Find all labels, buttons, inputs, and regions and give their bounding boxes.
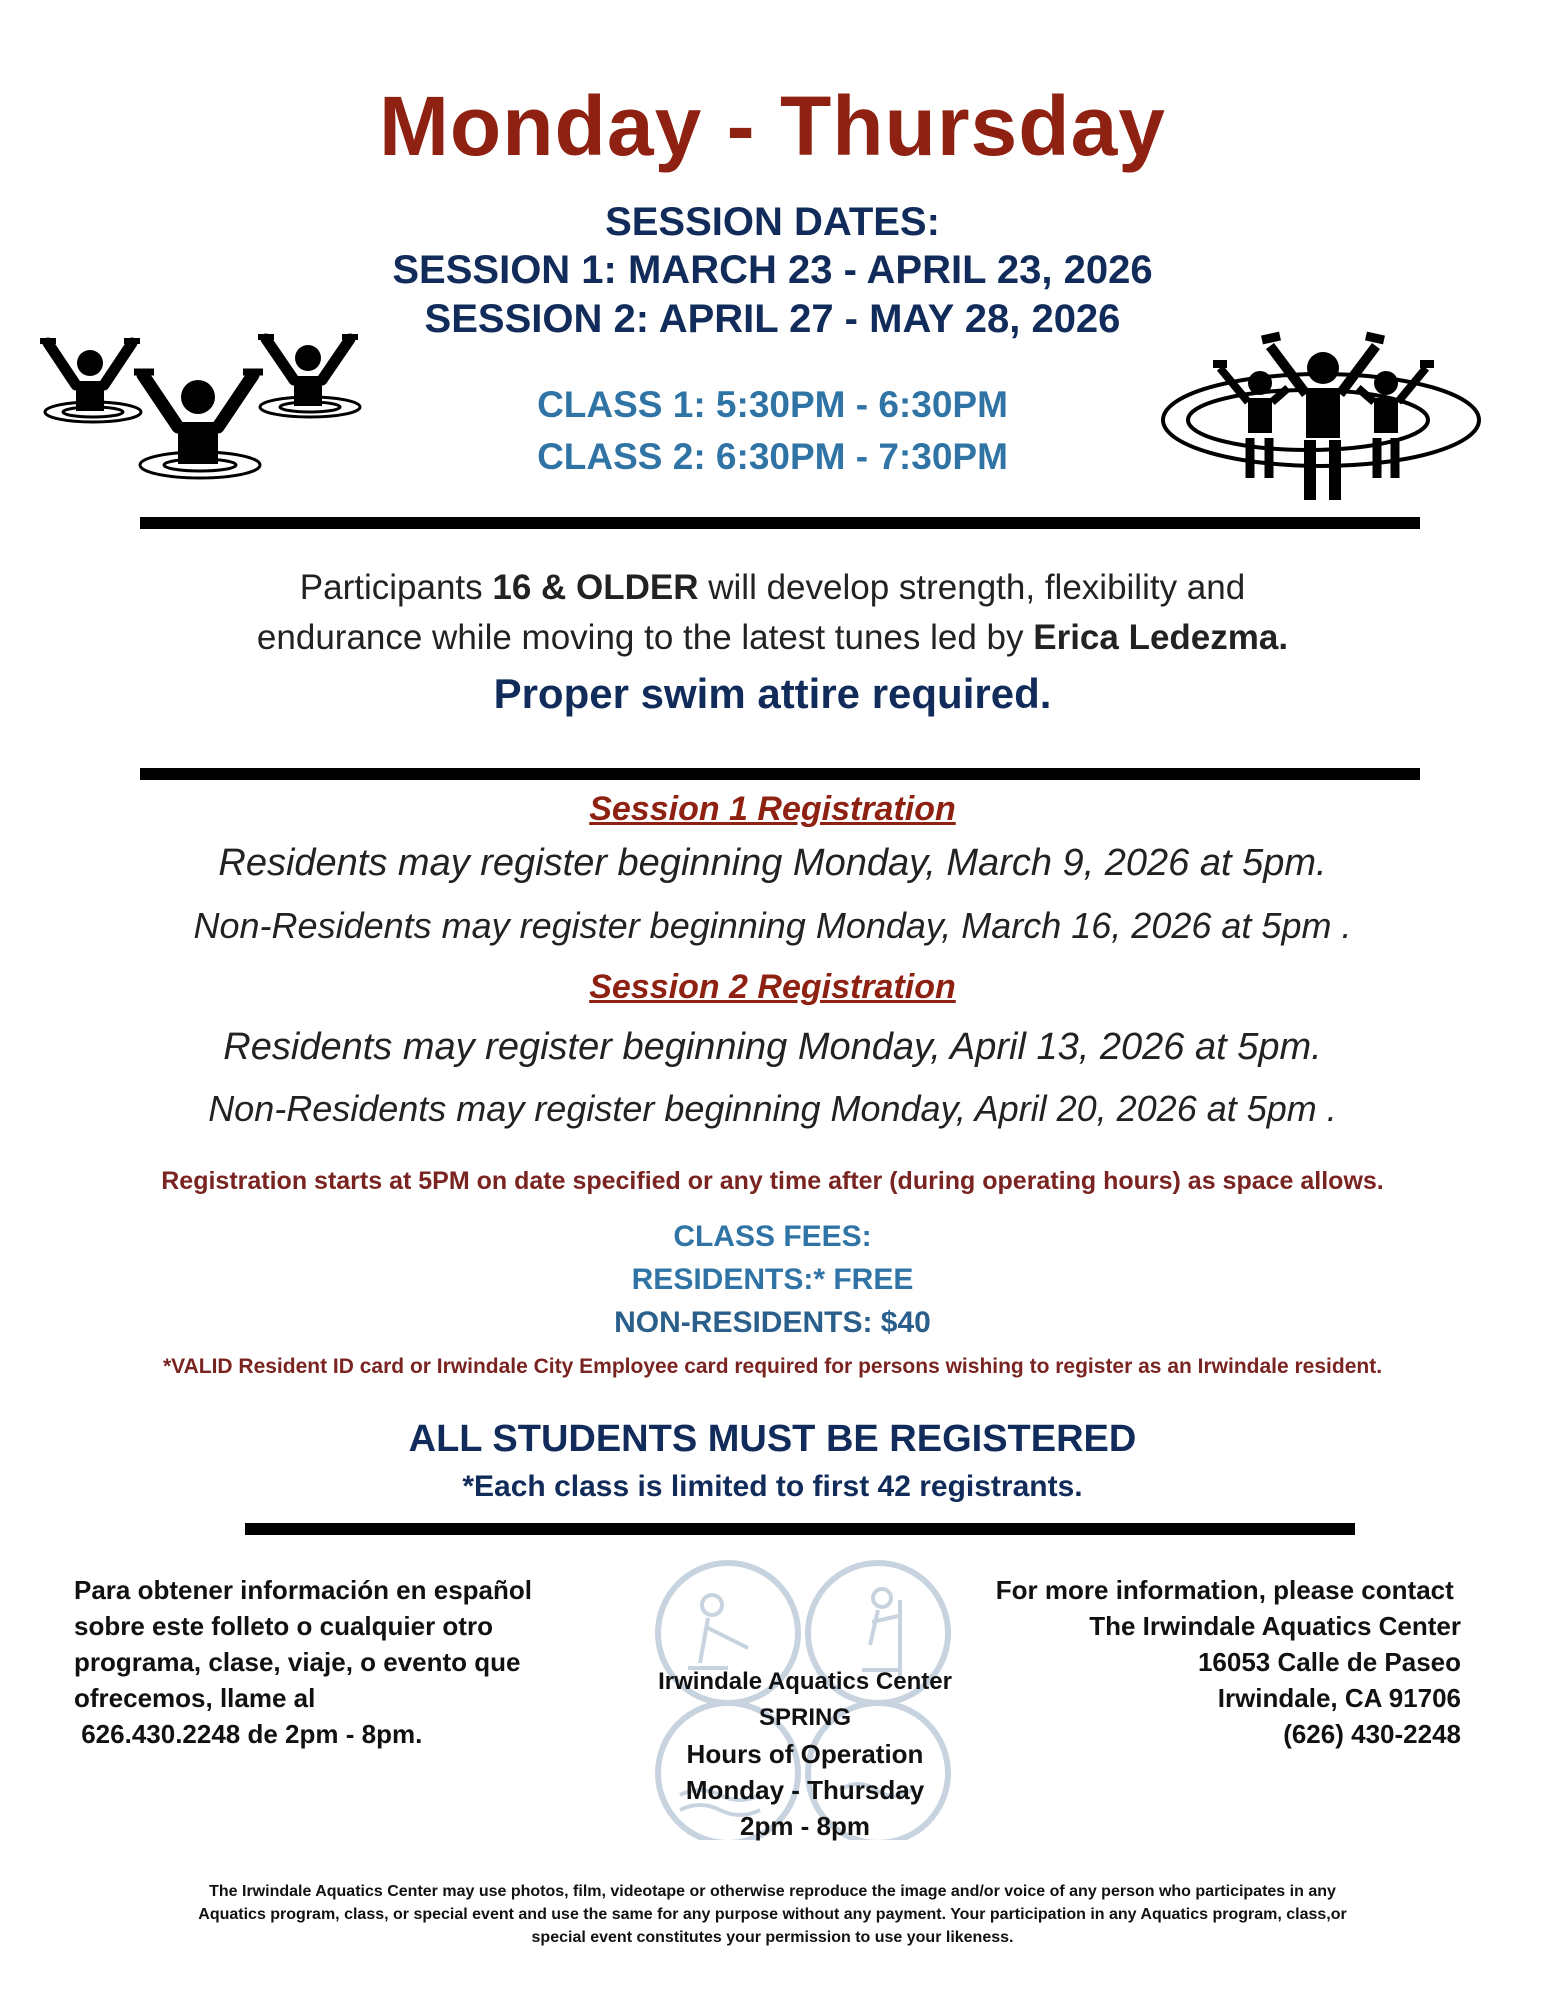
age-requirement: 16 & OLDER [492, 568, 699, 607]
divider [245, 1523, 1355, 1535]
session-1-registration-heading: Session 1 Registration [589, 790, 956, 828]
contact-name: The Irwindale Aquatics Center [1089, 1611, 1461, 1641]
photo-disclaimer: The Irwindale Aquatics Center may use photos, film, videotape or otherwise reproduce the image and/or voice of any person who participates in any Aquatics program, class, or special event and use the same for any purpose without any payment. Your participation in any Aquatics program, class,or special event constitutes your permission to use your likeness. [198, 1883, 1347, 1946]
water-aerobics-icon [1158, 328, 1488, 508]
session-1-nonresidents: Non-Residents may register beginning Monday, March 16, 2026 at 5pm . [193, 905, 1352, 946]
contact-street: 16053 Calle de Paseo [1197, 1647, 1461, 1677]
class-fees-heading: CLASS FEES: [673, 1220, 872, 1253]
session-dates-heading: SESSION DATES: [605, 200, 940, 244]
divider [140, 517, 1420, 529]
description-line-1: Participants 16 & OLDER will develop strength, flexibility and [299, 568, 1246, 607]
attire-requirement: Proper swim attire required. [493, 670, 1052, 717]
spanish-phone: 626.430.2248 de 2pm - 8pm. [74, 1719, 423, 1749]
session-1-residents: Residents may register beginning Monday, March 9, 2026 at 5pm. [218, 842, 1327, 884]
divider [140, 768, 1420, 780]
class-limit: *Each class is limited to first 42 registrants. [462, 1470, 1083, 1503]
center-name: Irwindale Aquatics Center [658, 1668, 952, 1695]
swimmers-icon [38, 325, 368, 485]
hours-time: 2pm - 8pm [739, 1811, 871, 1841]
class-2-time: CLASS 2: 6:30PM - 7:30PM [537, 436, 1008, 477]
nonresident-fee: NON-RESIDENTS: $40 [614, 1306, 931, 1339]
page-title: Monday - Thursday [378, 79, 1167, 173]
session-2-dates: SESSION 2: APRIL 27 - MAY 28, 2026 [424, 297, 1121, 341]
spanish-info: Para obtener información en español sobre este folleto o cualquier otro programa, clase, viaje, o evento que ofrecemos, llame al 626.430.2248 de 2pm - 8pm. [74, 1572, 614, 1752]
session-2-registration-heading: Session 2 Registration [589, 968, 956, 1006]
hours-days: Monday - Thursday [685, 1775, 925, 1805]
session-2-residents: Residents may register beginning Monday, April 13, 2026 at 5pm. [223, 1026, 1322, 1068]
resident-id-note: *VALID Resident ID card or Irwindale City Employee card required for persons wishing to register as an Irwindale resident. [162, 1355, 1383, 1378]
session-2-nonresidents: Non-Residents may register beginning Monday, April 20, 2026 at 5pm . [208, 1088, 1337, 1129]
description-line-2: endurance while moving to the latest tunes led by Erica Ledezma. [256, 618, 1289, 657]
contact-phone: (626) 430-2248 [1283, 1719, 1461, 1749]
instructor-name: Erica Ledezma. [1033, 618, 1289, 657]
registration-note: Registration starts at 5PM on date specified or any time after (during operating hours) as space allows. [161, 1167, 1384, 1195]
resident-fee: RESIDENTS:* FREE [631, 1263, 914, 1296]
contact-city: Irwindale, CA 91706 [1217, 1683, 1461, 1713]
season: SPRING [758, 1704, 851, 1731]
contact-info: For more information, please contact The Irwindale Aquatics Center 16053 Calle de Paseo Irwindale, CA 91706 (626) 430-2248 [861, 1572, 1461, 1752]
session-1-dates: SESSION 1: MARCH 23 - APRIL 23, 2026 [392, 248, 1153, 292]
class-1-time: CLASS 1: 5:30PM - 6:30PM [537, 384, 1008, 425]
registration-requirement: ALL STUDENTS MUST BE REGISTERED [408, 1418, 1137, 1460]
hours-label: Hours of Operation [686, 1739, 924, 1769]
